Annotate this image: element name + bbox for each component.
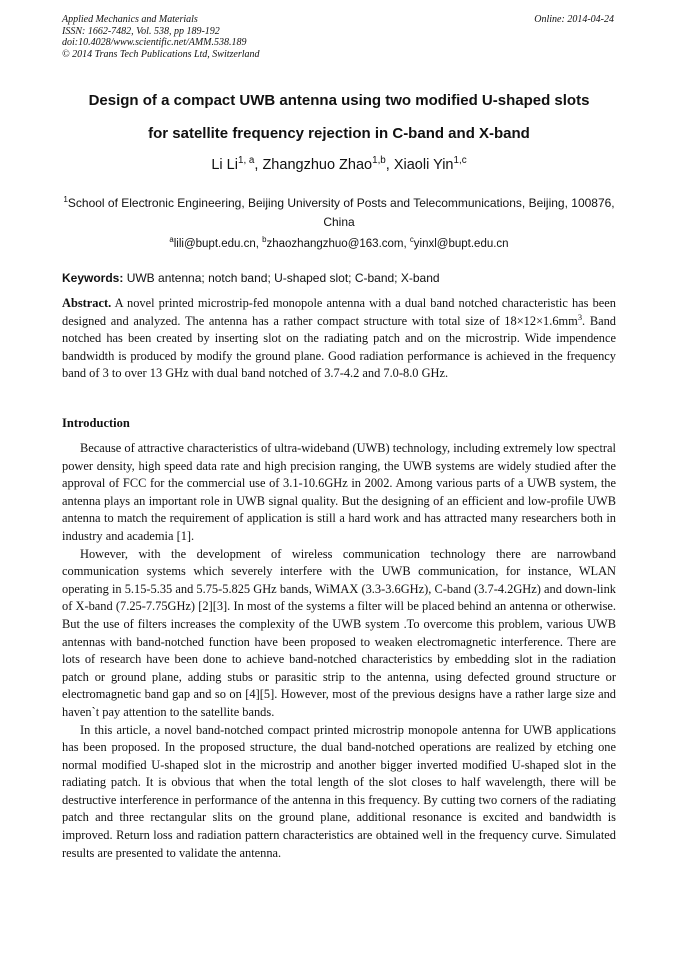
email-separator: , — [403, 238, 410, 250]
journal-name: Applied Mechanics and Materials — [62, 14, 198, 25]
author-emails — [40, 235, 638, 250]
online-date: Online: 2014-04-24 — [534, 14, 614, 25]
paper-title-line-1: Design of a compact UWB antenna using two modified U-shaped slots — [88, 92, 590, 109]
affiliation-mark: 1 — [63, 195, 68, 204]
abstract-text: A novel printed microstrip-fed monopole antenna with a dual band notched characteristic has been designed and analyzed. The antenna has a rather compact structure with total size of 18×12×1.6mm — [62, 296, 616, 328]
author-separator: , — [254, 157, 263, 173]
paragraph: In this article, a novel band-notched compact printed microstrip monopole antenna for UWB applications has been proposed. In the proposed structure, the dual band-notched operations are realized by etching one normal modified U-shaped slot in the microstrip and another bigger inverted modified U-shaped slot in the radiating patch. It is obvious that when the total length of the slot closes to half wavelength, there will be destructive interference in performance of the antenna in this frequency. By cutting two corners of the radiating patch and three rectangular slits on the ground plane, additional resonance is excited and bandwidth is improved. Return loss and radiation pattern characteristics are obtained well in the frequency curve. Simulated results are presented to validate the antenna. — [62, 722, 616, 860]
email-separator: , — [255, 238, 263, 250]
abstract — [62, 295, 616, 383]
author-affiliation-mark: 1,b — [372, 155, 386, 167]
abstract-label: Abstract. — [62, 296, 112, 310]
author-name: Li Li — [211, 157, 238, 173]
keywords — [62, 271, 616, 285]
author-name: Zhangzhuo Zhao — [262, 157, 373, 173]
email-mark: a — [169, 235, 174, 245]
introduction-body — [62, 440, 616, 862]
abstract-superscript: 3 — [577, 311, 583, 322]
doi-line: doi:10.4028/www.scientific.net/AMM.538.189 — [62, 37, 247, 48]
keywords-label: Keywords: — [62, 271, 124, 285]
journal-header — [62, 14, 260, 60]
issn-line: ISSN: 1662-7482, Vol. 538, pp 189-192 — [62, 25, 220, 37]
affiliation — [62, 194, 616, 232]
email-mark: b — [262, 235, 267, 245]
paragraph: However, with the development of wireless communication technology there are narrowband communication systems which severely interfere with the UWB communication, for instance, WLAN operating in 5.15-5.35 and 5.75-5.825 GHz bands, WiMAX (3.3-3.6GHz), C-band (3.7-4.2GHz) and down-link of X-band (7.25-7.75GHz) [2][3]. In most of the systems a filter will be placed behind an antenna or otherwise. But the use of filters increases the complexity of the UWB system .To overcome this problem, various UWB antennas with band-notched function have been proposed to weaken electromagnetic interference. There are lots of research have been done to achieve band-notched characteristics by embedding slot in the radiation patch or ground plane, adding stubs or parasitic strip to the antenna, using defected ground structure or electromagnetic band gap and so on [4][5]. However, most of the previous designs have a rather large size and haven`t pay attention to the satellite bands. — [62, 546, 616, 719]
author-name: Xiaoli Yin — [393, 157, 454, 173]
email-link[interactable]: lili@bupt.edu.cn — [173, 238, 256, 250]
abstract-text-cont: . Band notched has been created by inserting slot on the radiating patch and on the microstrip. Wide impendence bandwidth is produced by modify the ground plane. Good radiation performance is achieved in the frequency band of 3 to over 13 GHz with dual band notched of 3.7-4.2 and 7.0-8.0 GHz. — [62, 313, 617, 381]
author-separator: , — [385, 157, 394, 173]
copyright-line: © 2014 Trans Tech Publications Ltd, Switzerland — [62, 48, 260, 60]
paragraph: Because of attractive characteristics of ultra-wideband (UWB) technology, including extremely low spectral power density, high speed data rate and high precision ranging, the UWB systems are widely studied after the approval of FCC for the commercial use of 3.1-10.6GHz in 2002. Among various parts of a UWB system, the antenna plays an important role in UWB signal quality. But the designing of an efficient and low-profile UWB antenna to match the requirement of application is still a hard work and has attracted many researchers both in industry and academia [1]. — [62, 441, 616, 543]
section-heading-introduction: Introduction — [62, 416, 130, 430]
keywords-text: UWB antenna; notch band; U-shaped slot; C-band; X-band — [123, 271, 440, 285]
author-affiliation-mark: 1,c — [453, 155, 467, 167]
author-affiliation-mark: 1, a — [237, 155, 255, 167]
email-link[interactable]: zhaozhangzhuo@163.com — [266, 238, 404, 250]
email-link[interactable]: yinxl@bupt.edu.cn — [413, 238, 509, 250]
author-list — [40, 157, 638, 173]
paper-title-line-2: for satellite frequency rejection in C-band and X-band — [148, 125, 530, 142]
email-mark: c — [409, 235, 414, 245]
affiliation-text: School of Electronic Engineering, Beijing University of Posts and Telecommunications, Beijing, 100876, China — [67, 196, 615, 229]
